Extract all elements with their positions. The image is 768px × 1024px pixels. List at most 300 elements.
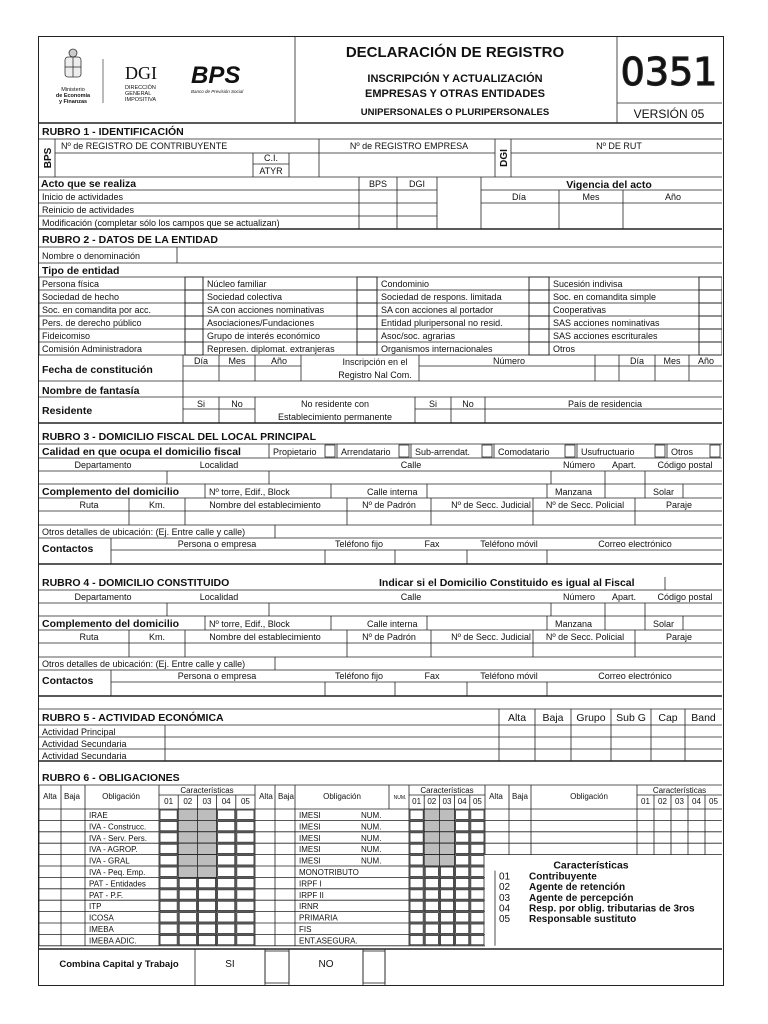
caracteristica-checkbox[interactable] [440,867,453,876]
torre-label: Nº torre, Edif., Block [209,487,290,497]
calidad-checkbox[interactable] [565,445,575,457]
legend-code: 03 [499,892,511,904]
caracteristica-checkbox[interactable] [160,844,177,853]
tipo-entidad-checkbox[interactable] [357,329,377,342]
caracteristica-code: 05 [709,797,718,806]
obligacion-item: IVA - Construcc. [89,822,147,832]
shaded-cell [439,832,454,843]
calidad-option: Sub-arrendat. [415,447,471,457]
shaded-cell [197,866,216,877]
rubro4 [39,577,722,696]
telefono-fijo-label: Teléfono fijo [334,539,384,549]
shaded-cell [178,832,197,843]
obligaciones-alta-header: Alta [489,792,503,801]
obligaciones-baja-header: Baja [511,792,529,801]
caracteristica-checkbox[interactable] [456,878,469,887]
ci-label: C.I. [263,153,279,163]
actividad-col-header: Band [691,712,716,724]
obligacion-item: IVA - AGROP. [89,845,138,855]
caracteristica-checkbox[interactable] [456,935,469,944]
shaded-cell [439,843,454,854]
apart-label: Apart. [611,460,637,470]
combina-no-checkbox[interactable] [363,951,385,983]
caracteristica-code: 04 [457,797,467,806]
caracteristica-checkbox[interactable] [237,821,254,830]
caracteristica-checkbox[interactable] [471,833,484,842]
caracteristica-checkbox[interactable] [198,901,215,910]
vigencia-label: Vigencia del acto [566,179,652,191]
tipo-entidad-option: Entidad pluripersonal no resid. [381,318,503,328]
obligacion-num-label: NUM. [361,833,382,843]
caracteristica-checkbox[interactable] [456,867,469,876]
caracteristica-checkbox[interactable] [218,890,235,899]
obligacion-item: IVA - Peq. Emp. [89,868,146,877]
caracteristica-checkbox[interactable] [160,878,177,887]
caracteristica-checkbox[interactable] [179,913,196,922]
shaded-cell [178,855,197,866]
vigencia-mes: Mes [582,192,600,202]
caracteristica-checkbox[interactable] [456,890,469,899]
tipo-entidad-option: SA con acciones al portador [381,305,494,315]
tipo-entidad-option: Pers. de derecho público [42,318,142,328]
obligaciones-baja-header: Baja [63,792,81,801]
ministerio-line1: Ministerio [61,87,85,93]
acto-dgi-header: DGI [408,179,426,189]
tipo-entidad-option: Otros [553,344,576,354]
caracteristica-code: 03 [202,797,212,806]
tipo-entidad-checkbox[interactable] [529,342,549,355]
acto-inicio: Inicio de actividades [42,192,124,202]
caracteristica-checkbox[interactable] [218,924,235,933]
caracteristica-checkbox[interactable] [237,856,254,865]
obligacion-item: ICOSA [89,913,114,923]
seccion-judicial-label: Nº de Secc. Judicial [451,632,531,642]
caracteristica-checkbox[interactable] [237,901,254,910]
tipo-entidad-checkbox[interactable] [529,316,549,329]
obligacion-item: IVA - GRAL [89,856,130,866]
dgi-line1: DIRECCIÓN [125,85,156,91]
combina-si-checkbox[interactable] [265,951,289,983]
dgi-line3: IMPOSITIVA [125,97,157,103]
km-label: Km. [148,632,166,642]
inscripcion-dia: Día [629,356,645,366]
caracteristica-code: 05 [472,797,482,806]
shaded-cell [178,809,197,820]
obligaciones-baja-header: Baja [277,792,295,801]
caracteristica-checkbox[interactable] [198,935,215,944]
obligacion-header: Obligación [102,792,140,801]
no-residente-line2: Establecimiento permanente [277,412,393,422]
caracteristica-checkbox[interactable] [160,867,177,876]
telefono-movil-label: Teléfono móvil [480,671,538,681]
tipo-entidad-checkbox[interactable] [699,290,722,303]
pais-residencia-label: País de residencia [567,399,643,409]
padron-label: Nº de Padrón [362,500,416,510]
caracteristica-checkbox[interactable] [218,901,235,910]
shaded-cell [424,820,439,831]
calle-label: Calle [400,592,422,602]
caracteristica-checkbox[interactable] [218,878,235,887]
caracteristica-checkbox[interactable] [237,924,254,933]
seccion-policial-label: Nº de Secc. Policial [545,500,625,510]
tipo-entidad-checkbox[interactable] [699,342,722,355]
caracteristica-code: 05 [240,797,250,806]
caracteristica-checkbox[interactable] [440,913,453,922]
calle-interna-label: Calle interna [367,619,418,629]
tipo-entidad-option: Sociedad de hecho [42,292,120,302]
obligacion-item: PRIMARIA [299,913,338,923]
bps-logo: BPS [191,62,241,89]
legend-text: Agente de percepción [529,892,634,904]
calidad-option: Propietario [273,447,317,457]
ruta-label: Ruta [79,500,99,510]
caracteristica-checkbox[interactable] [471,878,484,887]
legend-text: Responsable sustituto [529,914,637,925]
caracteristica-checkbox[interactable] [440,878,453,887]
caracteristica-checkbox[interactable] [471,935,484,944]
tipo-entidad-option: Comisión Administradora [42,344,143,354]
rubro6 [39,772,722,985]
codigo-postal-label: Código postal [657,460,713,470]
rubro5-title: RUBRO 5 - ACTIVIDAD ECONÓMICA [42,712,224,724]
tipo-entidad-option: Organismos internacionales [381,344,493,354]
caracteristica-checkbox[interactable] [160,901,177,910]
shaded-cell [439,820,454,831]
residente-label: Residente [42,405,93,417]
complemento-label: Complemento del domicilio [42,618,180,630]
padron-label: Nº de Padrón [362,632,416,642]
obligacion-item: IRNR [299,902,319,912]
fax-label: Fax [424,671,440,681]
legend-code: 01 [499,871,511,883]
tipo-entidad-checkbox[interactable] [357,290,377,303]
form-title: DECLARACIÓN DE REGISTRO [345,44,565,61]
caracteristica-checkbox[interactable] [425,867,438,876]
obligacion-item: IMEBA ADIC. [89,936,137,946]
residente-no: No [231,399,243,409]
telefono-fijo-label: Teléfono fijo [334,671,384,681]
calidad-option: Arrendatario [341,447,391,457]
caracteristica-checkbox[interactable] [471,913,484,922]
caracteristica-checkbox[interactable] [237,810,254,819]
caracteristica-checkbox[interactable] [237,867,254,876]
tipo-entidad-checkbox[interactable] [185,316,203,329]
caracteristica-checkbox[interactable] [160,833,177,842]
tipo-entidad-option: SA con acciones nominativas [207,305,325,315]
caracteristica-checkbox[interactable] [410,901,423,910]
tipo-entidad-option: Soc. en comandita por acc. [42,305,152,315]
caracteristica-checkbox[interactable] [237,833,254,842]
caracteristica-checkbox[interactable] [471,856,484,865]
caracteristica-checkbox[interactable] [160,856,177,865]
seccion-policial-label: Nº de Secc. Policial [545,632,625,642]
caracteristica-checkbox[interactable] [440,901,453,910]
telefono-movil-label: Teléfono móvil [480,539,538,549]
shaded-cell [424,809,439,820]
caracteristica-checkbox[interactable] [410,856,423,865]
tipo-entidad-checkbox[interactable] [699,277,722,290]
fecha-dia: Día [193,356,209,366]
caracteristica-checkbox[interactable] [179,901,196,910]
fax-label: Fax [424,539,440,549]
caracteristica-checkbox[interactable] [237,890,254,899]
calidad-checkbox[interactable] [655,445,665,457]
caracteristica-checkbox[interactable] [198,924,215,933]
caracteristica-checkbox[interactable] [456,924,469,933]
nro-registro-contribuyente-label: Nº de REGISTRO DE CONTRIBUYENTE [61,141,228,151]
form-subtitle2: EMPRESAS Y OTRAS ENTIDADES [365,88,545,100]
caracteristica-code: 04 [692,797,701,806]
no-residente-si: Si [428,399,438,409]
caracteristica-checkbox[interactable] [425,913,438,922]
coat-of-arms-icon [65,49,81,77]
actividad-row-label: Actividad Secundaria [42,739,127,749]
calidad-option: Comodatario [498,447,550,457]
tipo-entidad-checkbox[interactable] [185,277,203,290]
caracteristica-checkbox[interactable] [410,821,423,830]
caracteristica-code: 03 [442,797,452,806]
calidad-checkbox[interactable] [325,445,335,457]
domicilio-constituido-block [39,592,722,696]
tipo-entidad-checkbox[interactable] [185,303,203,316]
caracteristica-checkbox[interactable] [160,810,177,819]
caracteristica-checkbox[interactable] [160,890,177,899]
tipo-entidad-option: Núcleo familiar [207,279,267,289]
domicilio-fiscal-block [39,460,722,564]
caracteristica-checkbox[interactable] [471,890,484,899]
shaded-cell [197,832,216,843]
caracteristica-checkbox[interactable] [471,810,484,819]
tipo-entidad-checkbox[interactable] [357,316,377,329]
caracteristica-checkbox[interactable] [471,844,484,853]
caracteristica-checkbox[interactable] [198,890,215,899]
no-residente-no: No [462,399,474,409]
correo-label: Correo electrónico [598,539,672,549]
form-grid [39,37,722,985]
tipo-entidad-grid [39,277,722,355]
caracteristica-checkbox[interactable] [456,856,469,865]
localidad-label: Localidad [199,592,239,602]
caracteristica-code: 02 [427,797,437,806]
caracteristica-checkbox[interactable] [471,821,484,830]
obligacion-item: IMESI [299,822,321,832]
shaded-cell [439,855,454,866]
caracteristica-checkbox[interactable] [198,878,215,887]
form-number: 0351 [620,50,718,94]
calidad-options [269,444,720,458]
complemento-label: Complemento del domicilio [42,486,180,498]
actividad-row-label: Actividad Secundaria [42,751,127,761]
ministerio-line2: de Economía [55,93,91,99]
legend-text: Contribuyente [529,871,597,883]
caracteristica-code: 01 [641,797,650,806]
calidad-option: Usufructuario [581,447,635,457]
tipo-entidad-checkbox[interactable] [185,290,203,303]
caracteristica-checkbox[interactable] [425,935,438,944]
residente-si: Si [196,399,206,409]
tipo-entidad-option: Asociaciones/Fundaciones [207,318,315,328]
paraje-label: Paraje [665,632,693,642]
caracteristica-checkbox[interactable] [410,810,423,819]
caracteristica-checkbox[interactable] [237,935,254,944]
caracteristica-checkbox[interactable] [218,833,235,842]
caracteristica-checkbox[interactable] [218,935,235,944]
tipo-entidad-checkbox[interactable] [357,303,377,316]
obligacion-header: Obligación [323,792,361,801]
caracteristica-checkbox[interactable] [218,867,235,876]
tipo-entidad-checkbox[interactable] [699,316,722,329]
rubro2-title: RUBRO 2 - DATOS DE LA ENTIDAD [42,234,218,246]
obligacion-item: ENT.ASEGURA. [299,936,358,946]
solar-label: Solar [653,487,675,497]
dgi-line2: GENERAL [125,91,152,97]
caracteristica-checkbox[interactable] [471,867,484,876]
tipo-entidad-checkbox[interactable] [529,329,549,342]
registration-form [38,36,724,986]
caracteristica-checkbox[interactable] [218,913,235,922]
calle-interna-label: Calle interna [367,487,418,497]
obligacion-item: IRAE [89,811,108,820]
tipo-entidad-option: Condominio [381,279,430,289]
caracteristica-checkbox[interactable] [456,844,469,853]
caracteristica-checkbox[interactable] [160,821,177,830]
numero-label: Número [562,592,596,602]
caracteristica-checkbox[interactable] [179,924,196,933]
seccion-judicial-label: Nº de Secc. Judicial [451,500,531,510]
caracteristica-checkbox[interactable] [410,913,423,922]
rubro4-indicar: Indicar si el Domicilio Constituido es igual al Fiscal [379,577,635,589]
caracteristica-checkbox[interactable] [456,821,469,830]
caracteristica-checkbox[interactable] [218,856,235,865]
shaded-cell [439,809,454,820]
calidad-option: Otros [671,447,694,457]
caracteristica-checkbox[interactable] [425,901,438,910]
calidad-checkbox[interactable] [710,445,720,457]
caracteristica-code: 02 [658,797,667,806]
rubro1 [39,125,722,229]
km-label: Km. [148,500,166,510]
tipo-entidad-checkbox[interactable] [529,277,549,290]
legend-code: 02 [499,882,511,894]
caracteristica-checkbox[interactable] [440,890,453,899]
tipo-entidad-checkbox[interactable] [699,329,722,342]
tipo-entidad-checkbox[interactable] [529,290,549,303]
caracteristica-checkbox[interactable] [218,821,235,830]
shaded-cell [178,820,197,831]
caracteristica-checkbox[interactable] [425,890,438,899]
solar-label: Solar [653,619,675,629]
shaded-cell [424,855,439,866]
caracteristica-checkbox[interactable] [160,913,177,922]
tipo-entidad-checkbox[interactable] [185,329,203,342]
caracteristica-checkbox[interactable] [456,913,469,922]
calidad-checkbox[interactable] [399,445,409,457]
tipo-entidad-option: Soc. en comandita simple [553,292,657,302]
rubro2 [39,234,722,423]
caracteristica-checkbox[interactable] [410,924,423,933]
caracteristica-checkbox[interactable] [456,901,469,910]
caracteristica-code: 02 [183,797,193,806]
legend-code: 05 [499,914,511,925]
tipo-entidad-checkbox[interactable] [529,303,549,316]
shaded-cell [197,809,216,820]
caracteristica-checkbox[interactable] [237,913,254,922]
caracteristica-checkbox[interactable] [160,924,177,933]
caracteristica-checkbox[interactable] [456,810,469,819]
tipo-entidad-option: Sociedad de respons. limitada [381,292,502,302]
inscripcion-numero: Número [492,356,526,366]
nombre-denominacion-label: Nombre o denominación [42,251,141,261]
calidad-checkbox[interactable] [482,445,492,457]
obligacion-num-label: NUM. [361,822,382,832]
caracteristica-checkbox[interactable] [198,913,215,922]
tipo-entidad-checkbox[interactable] [699,303,722,316]
caracteristica-checkbox[interactable] [456,833,469,842]
form-subtitle1: INSCRIPCIÓN Y ACTUALIZACIÓN [367,73,543,85]
caracteristica-checkbox[interactable] [440,935,453,944]
caracteristica-checkbox[interactable] [218,844,235,853]
combina-si: SI [225,959,235,970]
inscripcion-line2: Registro Nal Com. [338,370,412,380]
contactos-label: Contactos [42,675,94,687]
caracteristica-checkbox[interactable] [179,935,196,944]
otros-detalles-label: Otros detalles de ubicación: (Ej. Entre calle y calle) [42,527,246,537]
caracteristica-checkbox[interactable] [160,935,177,944]
manzana-label: Manzana [555,487,593,497]
legend-text: Agente de retención [529,882,626,894]
caracteristica-checkbox[interactable] [425,924,438,933]
obligacion-item: PAT - P.F. [89,890,124,900]
caracteristica-checkbox[interactable] [410,867,423,876]
caracteristica-checkbox[interactable] [471,924,484,933]
manzana-label: Manzana [555,619,593,629]
caracteristica-checkbox[interactable] [410,935,423,944]
obligacion-item: ITP [89,902,102,912]
acto-reinicio: Reinicio de actividades [42,205,135,215]
caracteristica-checkbox[interactable] [440,924,453,933]
caracteristica-checkbox[interactable] [179,878,196,887]
codigo-postal-label: Código postal [657,592,713,602]
persona-empresa-label: Persona o empresa [177,539,257,549]
dgi-vertical-label: DGI [499,149,510,167]
legend-title: Características [553,859,629,872]
actividad-col-header: Baja [542,712,564,724]
tipo-entidad-checkbox[interactable] [357,277,377,290]
caracteristicas-header: Características [420,786,474,795]
caracteristica-checkbox[interactable] [179,890,196,899]
tipo-entidad-checkbox[interactable] [357,342,377,355]
num-header: NUM. [393,795,407,801]
caracteristica-checkbox[interactable] [410,890,423,899]
caracteristica-checkbox[interactable] [410,878,423,887]
caracteristica-checkbox[interactable] [410,844,423,853]
obligacion-item: IMESI [299,833,321,843]
tipo-entidad-checkbox[interactable] [185,342,203,355]
caracteristica-checkbox[interactable] [471,901,484,910]
tipo-entidad-label: Tipo de entidad [42,265,120,277]
caracteristica-code: 03 [675,797,684,806]
shaded-cell [197,855,216,866]
obligacion-header: Obligación [570,792,608,801]
rubro3-title: RUBRO 3 - DOMICILIO FISCAL DEL LOCAL PRINCIPAL [42,431,316,443]
caracteristica-checkbox[interactable] [425,878,438,887]
calle-label: Calle [400,460,422,470]
caracteristica-checkbox[interactable] [237,844,254,853]
nombre-establecimiento-label: Nombre del establecimiento [209,500,321,510]
caracteristica-checkbox[interactable] [218,810,235,819]
caracteristica-checkbox[interactable] [410,833,423,842]
caracteristica-checkbox[interactable] [237,878,254,887]
